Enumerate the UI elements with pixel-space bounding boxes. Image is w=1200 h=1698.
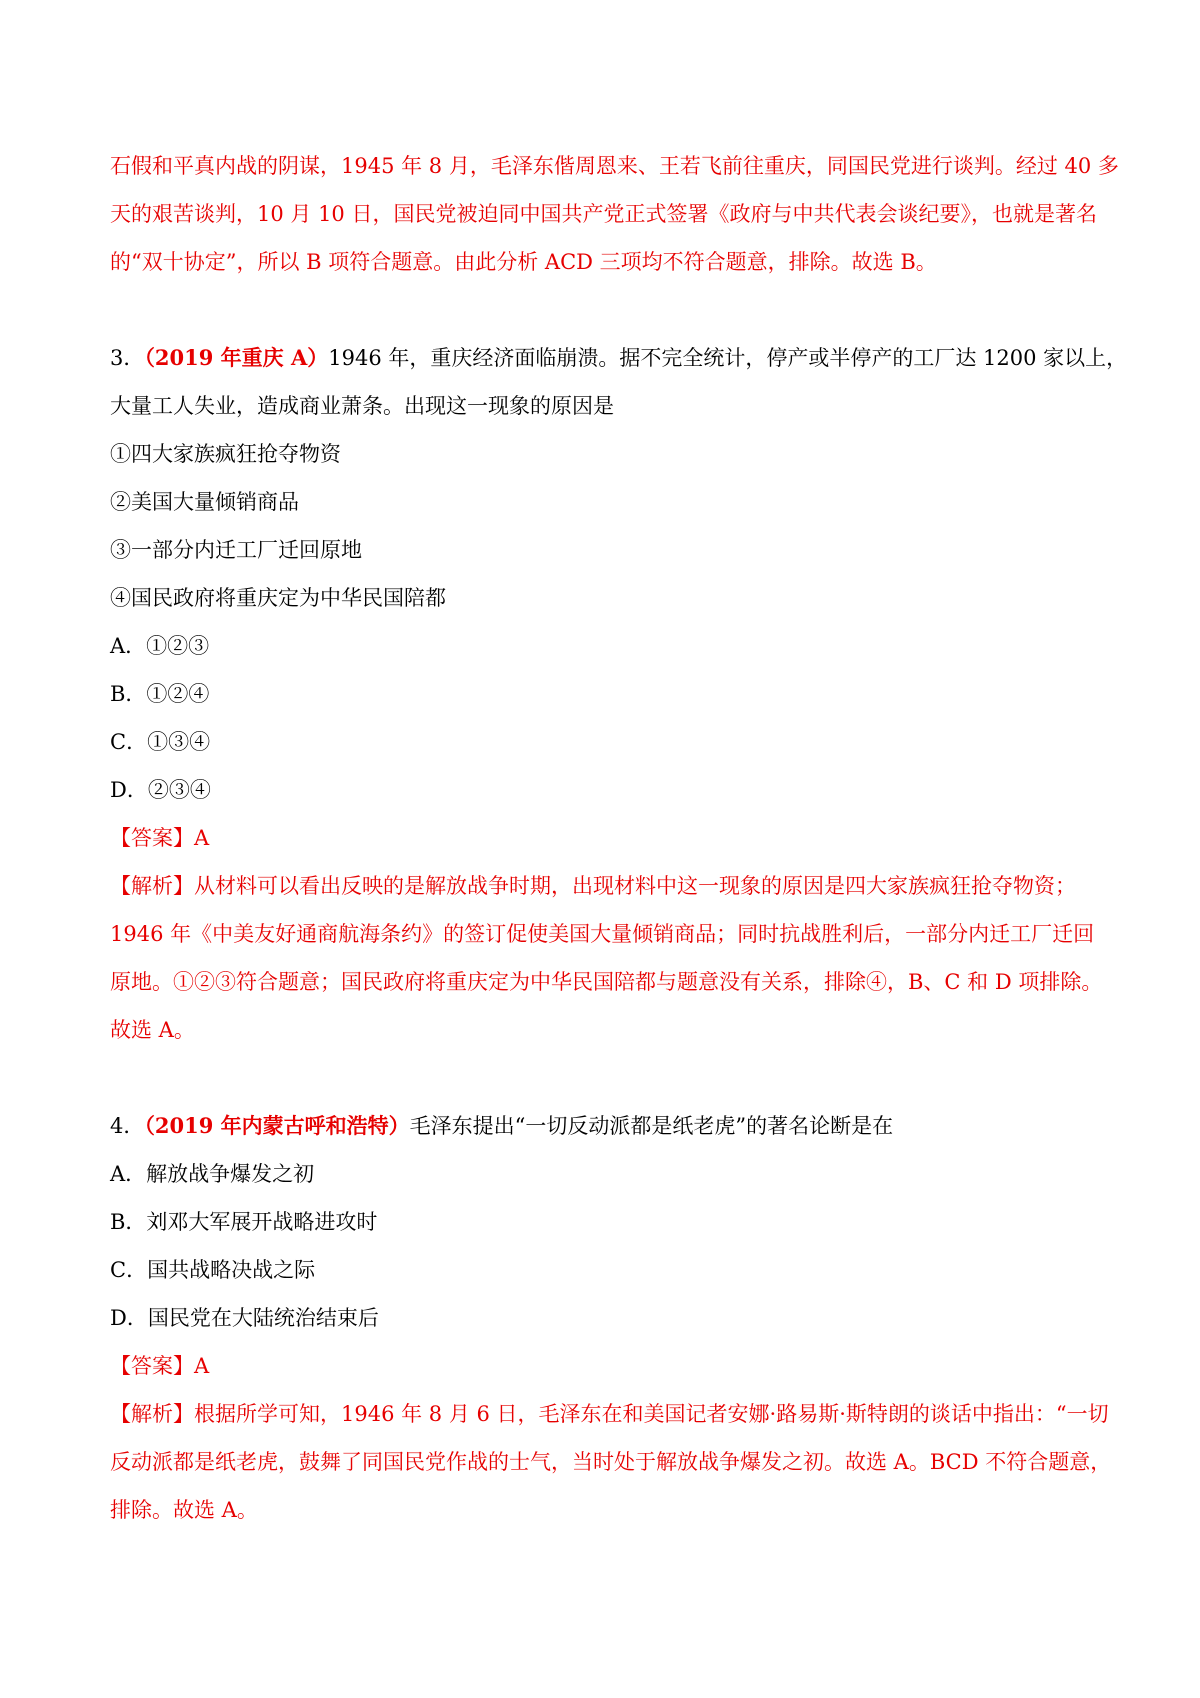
option-d: D．国民党在大陆统治结束后	[110, 1306, 379, 1330]
analysis-line: 石假和平真内战的阴谋，1945 年 8 月，毛泽东偕周恩来、王若飞前往重庆，同国民党进行谈判。经过 40 多	[110, 154, 1119, 178]
question-stem	[110, 334, 1128, 382]
answer	[110, 814, 1100, 862]
option-b: B．①②④	[110, 682, 210, 706]
analysis-line: 的“双十协定”，所以 B 项符合题意。由此分析 ACD 三项均不符合题意，排除。故选 B。	[110, 250, 937, 274]
question-source: （2019 年重庆 A）	[144, 345, 329, 370]
analysis-text: 根据所学可知，1946 年 8 月 6 日，毛泽东在和美国记者安娜·路易斯·斯特朗的谈话中指出：“一切	[194, 1402, 1109, 1426]
analysis-label: 【解析】	[110, 1402, 194, 1426]
option-b: B．刘邓大军展开战略进攻时	[110, 1210, 378, 1234]
question-text: 1946 年，重庆经济面临崩溃。据不完全统计，停产或半停产的工厂达 1200 家以上，	[328, 346, 1128, 370]
question-source: （2019 年内蒙古呼和浩特）	[144, 1113, 410, 1138]
option-c: C．①③④	[110, 730, 211, 754]
statement-item: ③一部分内迁工厂迁回原地	[110, 538, 362, 562]
answer-label: 【答案】	[110, 1354, 194, 1378]
question-3	[110, 334, 1128, 1054]
question-number: 4．	[110, 1114, 145, 1138]
analysis-line: 排除。故选 A。	[110, 1498, 258, 1522]
analysis-line: 反动派都是纸老虎，鼓舞了同国民党作战的士气，当时处于解放战争爆发之初。故选 A。BCD 不符合题意，	[110, 1450, 1112, 1474]
question-text: 大量工人失业，造成商业萧条。出现这一现象的原因是	[110, 394, 614, 418]
analysis-line: 原地。①②③符合题意；国民政府将重庆定为中华民国陪都与题意没有关系，排除④，B、C 和 D 项排除。	[110, 970, 1103, 994]
document-page	[110, 142, 1128, 1534]
analysis-label: 【解析】	[110, 874, 194, 898]
option-a: A．解放战争爆发之初	[110, 1162, 315, 1186]
question-stem	[110, 1102, 1100, 1150]
statement-item: ④国民政府将重庆定为中华民国陪都	[110, 586, 446, 610]
question-text: 毛泽东提出“一切反动派都是纸老虎”的著名论断是在	[409, 1114, 894, 1138]
statement-item: ①四大家族疯狂抢夺物资	[110, 442, 341, 466]
statement-item: ②美国大量倾销商品	[110, 490, 299, 514]
option-a: A．①②③	[110, 634, 210, 658]
option-d: D．②③④	[110, 778, 211, 802]
analysis	[110, 1390, 1109, 1438]
answer-value: A	[194, 1354, 210, 1378]
question-number: 3．	[110, 346, 145, 370]
analysis-line: 故选 A。	[110, 1018, 195, 1042]
answer-label: 【答案】	[110, 826, 194, 850]
continuation-analysis	[110, 142, 1119, 286]
question-4	[110, 1102, 1112, 1534]
analysis	[110, 862, 1100, 910]
answer-value: A	[194, 826, 210, 850]
analysis-line: 天的艰苦谈判，10 月 10 日，国民党被迫同中国共产党正式签署《政府与中共代表会谈纪要》，也就是著名	[110, 202, 1097, 226]
analysis-line: 1946 年《中美友好通商航海条约》的签订促使美国大量倾销商品；同时抗战胜利后，一部分内迁工厂迁回	[110, 922, 1095, 946]
analysis-text: 从材料可以看出反映的是解放战争时期，出现材料中这一现象的原因是四大家族疯狂抢夺物资；	[194, 874, 1076, 898]
option-c: C．国共战略决战之际	[110, 1258, 316, 1282]
answer	[110, 1342, 1100, 1390]
